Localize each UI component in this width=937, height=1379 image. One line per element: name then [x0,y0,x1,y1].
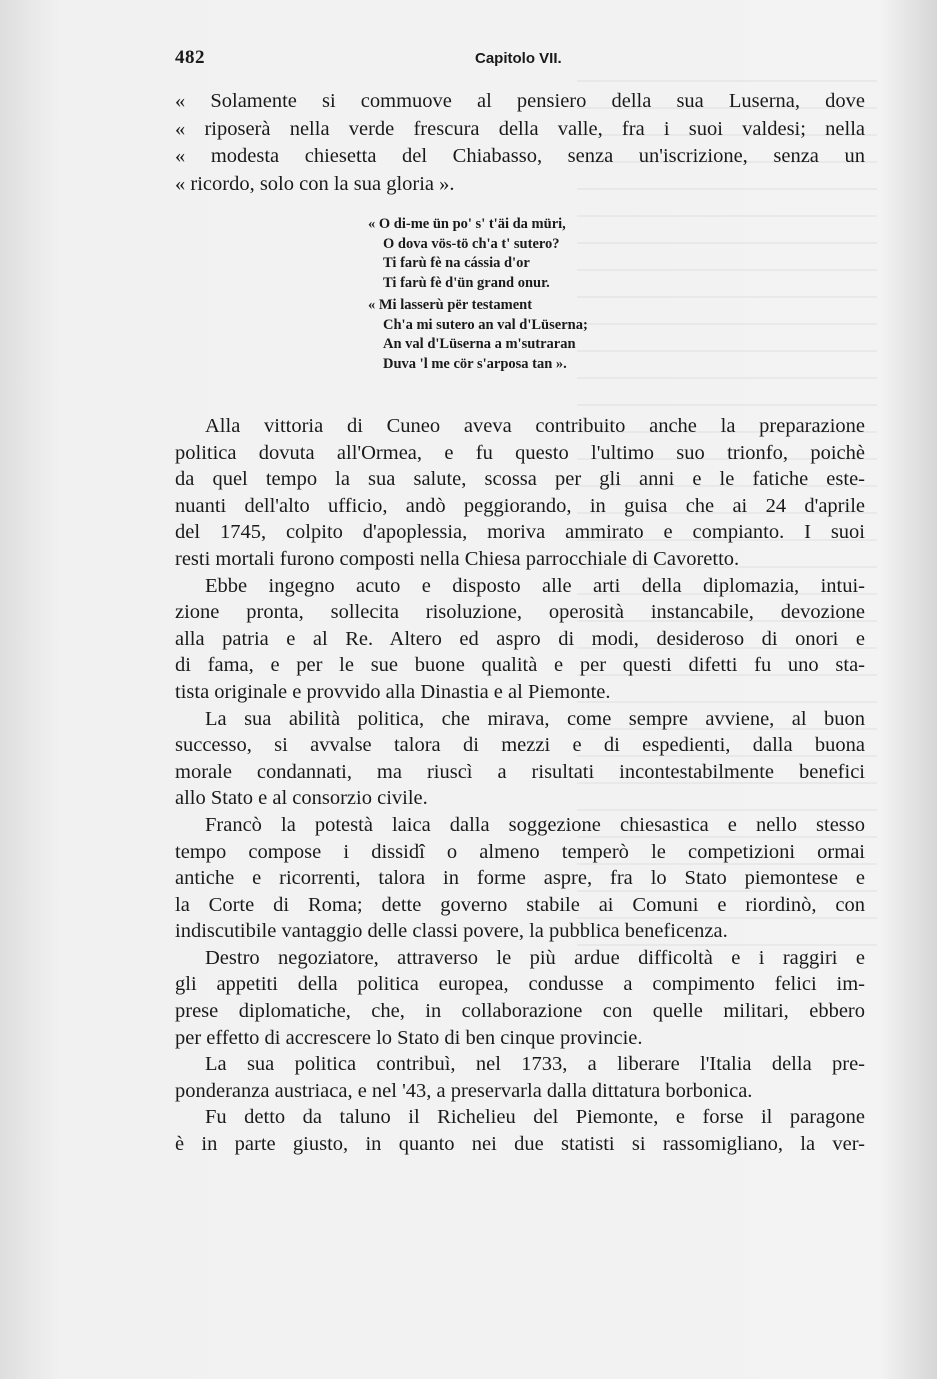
poem-line: « O di-me ün po' s' t'äi da müri, [368,216,566,232]
poem-line: Duva 'l me cör s'arposa tan ». [383,355,567,372]
paragraph [175,573,865,706]
running-head: Capitolo VII. [475,50,562,67]
text-line: da quel tempo la sua salute, scossa per gli anni e le fatiche este- [175,468,865,491]
paragraph [175,945,865,1051]
page-header [175,47,865,73]
page-number: 482 [175,47,205,68]
text-line: antiche e ricorrenti, talora in forme aspre, fra lo Stato piemontese e [175,867,865,890]
poem-line: Ch'a mi sutero an val d'Lüserna; [383,316,588,333]
paragraph [175,812,865,945]
quote-line: « riposerà nella verde frescura della valle, fra i suoi valdesi; nella [175,117,865,140]
text-line: La sua politica contribuì, nel 1733, a liberare l'Italia della pre- [205,1053,865,1076]
text-line: nuanti dell'alto ufficio, andò peggiorando, in guisa che ai 24 d'aprile [175,494,865,517]
text-line: allo Stato e al consorzio civile. [175,787,428,810]
text-line: morale condannati, ma riuscì a risultati incontestabilmente benefici [175,760,865,783]
poem-line: « Mi lasserù për testament [368,297,533,313]
text-line: politica dovuta all'Ormea, e fu questo l'ultimo suo trionfo, poichè [175,441,865,464]
paragraph [175,413,865,573]
text-line: Alla vittoria di Cuneo aveva contribuito anche la preparazione [205,415,865,437]
text-line: ponderanza austriaca, e nel '43, a preservarla dalla dittatura borbonica. [175,1079,753,1102]
text-line: indiscutibile vantaggio delle classi povere, la pubblica beneficenza. [175,920,728,943]
poem-stanza [368,296,688,374]
paragraph [175,1051,865,1104]
text-line: La sua abilità politica, che mirava, come sempre avviene, al buon [205,707,865,730]
text-line: alla patria e al Re. Altero ed aspro di modi, desideroso di onori e [175,627,865,650]
text-line: per effetto di accrescere lo Stato di ben cinque provincie. [175,1026,643,1049]
text-line: del 1745, colpito d'apoplessia, moriva ammirato e compianto. I suoi [175,521,865,544]
paragraph [175,1104,865,1157]
poem-stanza [368,215,688,293]
poem-line: O dova vös-tö ch'a t' sutero? [383,235,560,252]
prose-quotation [175,88,865,198]
quote-line: « Solamente si commuove al pensiero della sua Luserna, dove [175,90,865,112]
text-line: la Corte di Roma; dette governo stabile ai Comuni e riordinò, con [175,893,865,916]
text-line: tempo compose i dissidî o almeno temperò le competizioni ormai [175,840,865,863]
text-line: resti mortali furono composti nella Chiesa parrocchiale di Cavoretto. [175,547,740,570]
paragraph [175,706,865,812]
text-line: Fu detto da taluno il Richelieu del Piemonte, e forse il paragone [205,1106,865,1129]
quote-line: « ricordo, solo con la sua gloria ». [175,172,455,195]
poem-line: Ti farù fè na cássia d'or [383,255,530,271]
quote-line: « modesta chiesetta del Chiabasso, senza un'iscrizione, senza un [175,145,865,167]
dialect-poem [368,215,688,377]
text-line: successo, si avvalse talora di mezzi e di espedienti, dalla buona [175,734,865,757]
text-line: prese diplomatiche, che, in collaborazione con quelle militari, ebbero [175,1000,865,1023]
text-line: è in parte giusto, in quanto nei due statisti si rassomigliano, la ver- [175,1133,865,1156]
text-line: zione pronta, sollecita risoluzione, operosità instancabile, devozione [175,601,865,624]
text-line: Destro negoziatore, attraverso le più ardue difficoltà e i raggiri e [205,946,865,969]
text-line: gli appetiti della politica europea, condusse a compimento felici im- [175,973,865,996]
poem-line: An val d'Lüserna a m'sutraran [383,336,576,352]
poem-line: Ti farù fè d'ün grand onur. [383,274,550,291]
body-text [175,413,865,1158]
text-line: Francò la potestà laica dalla soggezione chiesastica e nello stesso [205,813,865,836]
text-line: tista originale e provvido alla Dinastia e al Piemonte. [175,680,611,703]
text-line: Ebbe ingegno acuto e disposto alle arti della diplomazia, intui- [205,574,865,597]
text-line: di fama, e per le sue buone qualità e per questi difetti fu uno sta- [175,654,865,677]
